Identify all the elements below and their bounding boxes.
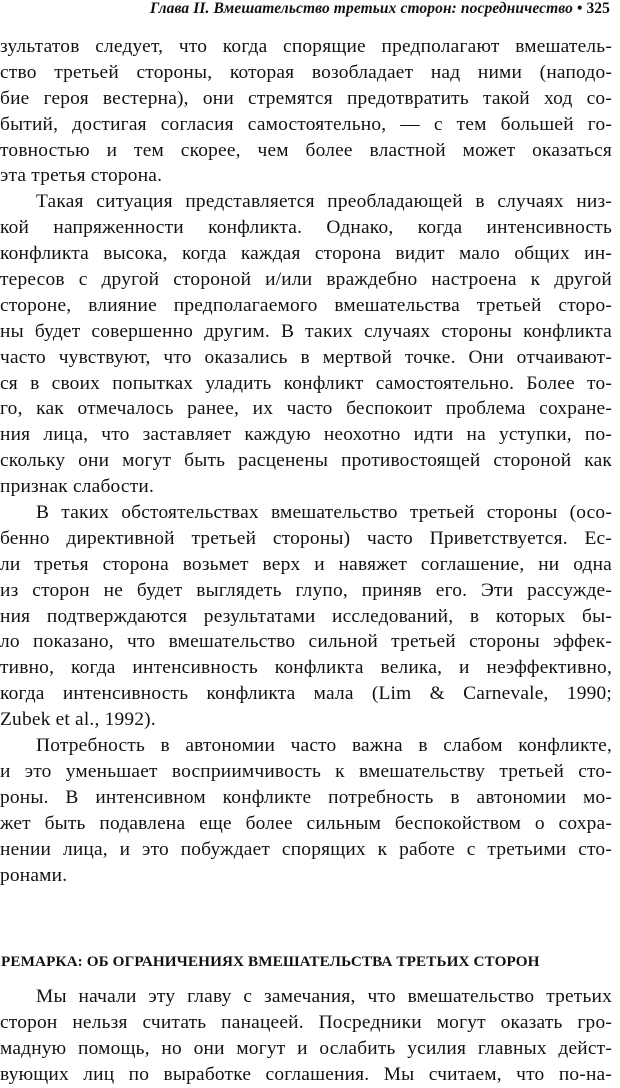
text-line: Zubek et al., 1992). <box>0 709 156 731</box>
text-line: ли третья сторона возьмет верх и навяжет соглашение, ни одна <box>0 553 612 575</box>
paragraph-4 <box>0 733 612 888</box>
section-heading: РЕМАРКА: ОБ ОГРАНИЧЕНИЯХ ВМЕШАТЕЛЬСТВА ТРЕТЬИХ СТОРОН <box>1 953 540 971</box>
text-line: тересов с другой стороной и/или враждебно настроена к другой <box>0 269 612 291</box>
running-head-title: Глава II. Вмешательство третьих сторон: посредничество <box>149 0 573 17</box>
text-line: и это уменьшает восприимчивость к вмешательству третьей сто- <box>0 760 612 782</box>
text-line: скольку они могут быть расценены противостоящей стороной как <box>0 450 612 472</box>
paragraph-2 <box>0 189 612 500</box>
text-line: тивно, когда интенсивность конфликта велика, и неэффективно, <box>0 657 612 679</box>
text-line: го, как отмечалось ранее, их часто беспокоит проблема сохране- <box>0 398 612 420</box>
text-line: Потребность в автономии часто важна в слабом конфликте, <box>36 735 612 757</box>
text-line: конфликта высока, когда каждая сторона видит мало общих ин- <box>0 243 612 265</box>
paragraph-3 <box>0 500 612 733</box>
text-line: ронами. <box>0 864 68 886</box>
text-line: ны будет совершенно другим. В таких случаях стороны конфликта <box>0 320 612 342</box>
text-line: ство третьей стороны, которая возобладает над ними (наподо- <box>0 61 612 83</box>
text-line: бенно директивной третьей стороны) часто Приветствуется. Ес- <box>0 527 612 549</box>
text-line: кой напряженности конфликта. Однако, когда интенсивность <box>0 217 612 239</box>
text-line: нении лица, и это побуждает спорящих к работе с третьими сто- <box>0 838 612 860</box>
text-line: ния лица, что заставляет каждую неохотно идти на уступки, по- <box>0 424 612 446</box>
text-line: когда интенсивность конфликта мала (Lim & Carnevale, 1990; <box>0 683 612 705</box>
text-line: стороне, влияние предполагаемого вмешательства третьей сторо- <box>0 294 612 316</box>
text-line: эта третья сторона. <box>0 165 163 187</box>
section-spacer <box>0 888 612 948</box>
text-line: зультатов следует, что когда спорящие предполагают вмешатель- <box>0 36 612 57</box>
text-line: бие героя вестерна), они стремятся предотвратить такой ход со- <box>0 87 612 109</box>
text-line: ния подтверждаются результатами исследований, в которых бы- <box>0 605 612 627</box>
running-head <box>0 0 610 22</box>
page-number: 325 <box>586 0 610 17</box>
text-line: товностью и тем скорее, чем более властной может оказаться <box>0 139 612 161</box>
text-line: Мы начали эту главу с замечания, что вмешательство третьих <box>36 986 612 1008</box>
text-line: мадную помощь, но они могут и ослабить усилия главных дейст- <box>0 1038 612 1060</box>
paragraph-5 <box>0 984 612 1088</box>
text-line: В таких обстоятельствах вмешательство третьей стороны (осо- <box>36 502 612 524</box>
text-line: ло показано, что вмешательство сильной третьей стороны эффек- <box>0 631 612 653</box>
body-text <box>0 34 612 1088</box>
text-line: бытий, достигая согласия самостоятельно, — с тем большей го- <box>0 113 612 135</box>
paragraph-1 <box>0 34 612 189</box>
text-line: сторон нельзя считать панацеей. Посредники могут оказать гро- <box>0 1012 612 1034</box>
text-line: роны. В интенсивном конфликте потребность в автономии мо- <box>0 786 612 808</box>
heading-spacer <box>0 976 612 984</box>
text-line: вующих лиц по выработке соглашения. Мы считаем, что по-на- <box>0 1064 612 1086</box>
text-line: жет быть подавлена еще более сильным беспокойством о сохра- <box>0 812 612 834</box>
text-line: часто чувствуют, что оказались в мертвой точке. Они отчаивают- <box>0 346 612 368</box>
text-line: из сторон не будет выглядеть глупо, приняв его. Эти рассужде- <box>0 579 612 601</box>
text-line: признак слабости. <box>0 476 154 498</box>
text-line: Такая ситуация представляется преобладающей в случаях низ- <box>36 191 612 213</box>
running-head-separator: • <box>576 0 583 17</box>
text-line: ся в своих попытках уладить конфликт самостоятельно. Более то- <box>0 372 612 394</box>
